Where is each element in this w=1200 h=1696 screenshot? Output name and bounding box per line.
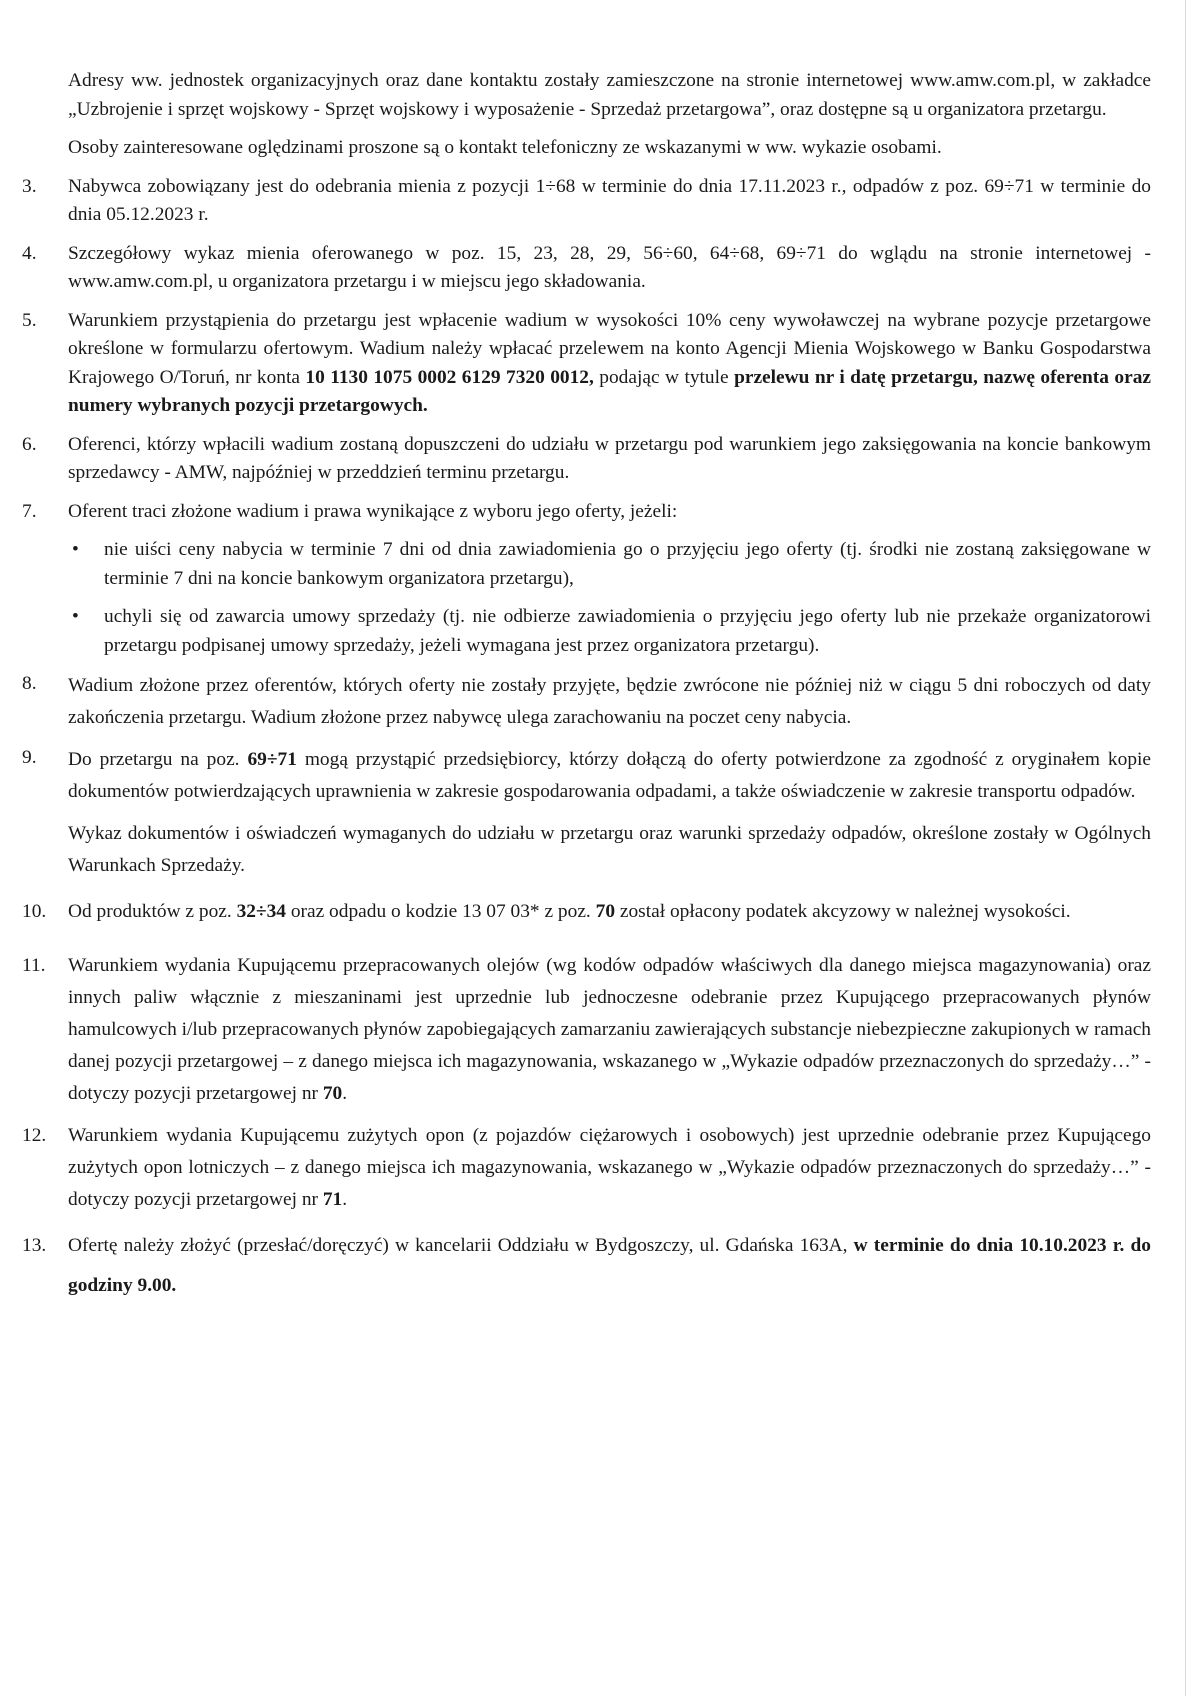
- bullet-icon: •: [72, 606, 79, 627]
- position-range: 69÷71: [247, 749, 297, 770]
- item-text-part: Warunkiem wydania Kupującemu zużytych opon (z pojazdów ciężarowych i osobowych) jest uprzednie odebranie przez Kupującego zużytych opon lotniczych – z danego miejsca ich magazynowania, wskazanego w „Wykazie odpadów przeznaczonych do sprzedaży…” - dotyczy pozycji przetargowej nr: [68, 1125, 1151, 1210]
- item-text: Nabywca zobowiązany jest do odebrania mienia z pozycji 1÷68 w terminie do dnia 17.11.2023 r., odpadów z poz. 69÷71 w terminie do dnia 05.12.2023 r.: [68, 175, 1151, 225]
- item-text: [68, 1226, 1151, 1306]
- position-number: 71: [322, 1189, 343, 1210]
- item-text: [68, 892, 1151, 932]
- bullet-text: nie uiści ceny nabycia w terminie 7 dni od dnia zawiadomienia go o przyjęciu jego oferty (tj. środki nie zostaną zaksięgowane w terminie 7 dni na koncie bankowym organizatora przetargu),: [104, 539, 1151, 589]
- item-text: Oferent traci złożone wadium i prawa wynikające z wyboru jego oferty, jeżeli:: [68, 500, 678, 522]
- item-text-part: oraz odpadu o kodzie 13 07 03* z poz.: [286, 901, 596, 922]
- list-item-9: [22, 744, 1152, 882]
- item-number: 6.: [22, 433, 37, 455]
- item-text: [68, 307, 1151, 421]
- document-body: [22, 67, 1152, 1306]
- list-item-12: [22, 1120, 1151, 1216]
- item-number: 4.: [22, 242, 37, 264]
- item-text-part: mogą przystąpić przedsiębiorcy, którzy dołączą do oferty potwierdzone za zgodność z oryginałem kopie dokumentów potwierdzających uprawnienia w zakresie gospodarowania odpadami, a także oświadczenie w zakresie transportu odpadów.: [68, 749, 1152, 802]
- list-item-3: [22, 173, 1151, 230]
- item-paragraph: Wykaz dokumentów i oświadczeń wymaganych do udziału w przetargu oraz warunki sprzedaży odpadów, określone zostały w Ogólnych Warunkach Sprzedaży.: [68, 823, 1151, 876]
- submission-deadline: w terminie do dnia 10.10.2023 r. do godziny 9.00.: [68, 1235, 1151, 1296]
- bullet-list: [68, 536, 1151, 660]
- list-item-11: [22, 950, 1151, 1110]
- intro-paragraph-inspection: Osoby zainteresowane oględzinami proszone są o kontakt telefoniczny ze wskazanymi w ww. wykazie osobami.: [68, 137, 942, 158]
- item-text-part: Ofertę należy złożyć (przesłać/doręczyć) w kancelarii Oddziału w Bydgoszczy, ul. Gdańska 163A,: [68, 1235, 854, 1256]
- item-number: 11.: [22, 955, 46, 976]
- item-number: 5.: [22, 309, 37, 331]
- item-text-part: Do przetargu na poz.: [68, 749, 248, 770]
- list-item-4: [22, 240, 1151, 297]
- item-number: 9.: [22, 747, 37, 768]
- item-text: [68, 1120, 1151, 1216]
- item-number: 3.: [22, 175, 37, 197]
- bank-account-number: 10 1130 1075 0002 6129 7320 0012,: [305, 366, 594, 388]
- item-text: Szczegółowy wykaz mienia oferowanego w poz. 15, 23, 28, 29, 56÷60, 64÷68, 69÷71 do wglądu na stronie internetowej - www.amw.com.pl, u organizatora przetargu i w miejscu jego składowania.: [68, 242, 1151, 292]
- item-number: 7.: [22, 500, 37, 522]
- item-text: [68, 744, 1151, 808]
- item-number: 13.: [22, 1235, 47, 1256]
- list-item-6: [22, 431, 1151, 488]
- item-text: [68, 950, 1151, 1110]
- scan-edge-line: [1185, 0, 1186, 1696]
- bullet-text: uchyli się od zawarcia umowy sprzedaży (tj. nie odbierze zawiadomienia o przyjęciu jego oferty lub nie przekaże organizatorowi przetargu podpisanej umowy sprzedaży, jeżeli wymagana jest przez organizatora przetargu).: [104, 606, 1151, 656]
- item-text-part: Warunkiem przystąpienia do przetargu jest wpłacenie wadium w wysokości 10% ceny wywoławczej na wybrane pozycje przetargowe określone w formularzu ofertowym. Wadium należy wpłacać przelewem na konto Agencji Mienia Wojskowego w Banku Gospodarstwa Krajowego O/Toruń, nr konta: [68, 309, 1151, 388]
- item-number: 12.: [22, 1125, 47, 1146]
- list-item-7: [22, 498, 1151, 661]
- list-item-10: [22, 892, 1151, 932]
- list-item-5: [22, 307, 1151, 421]
- item-number: 10.: [22, 901, 47, 922]
- bullet-icon: •: [72, 539, 79, 560]
- item-text: Wadium złożone przez oferentów, których oferty nie zostały przyjęte, będzie zwrócone nie później niż w ciągu 5 dni roboczych od daty zakończenia przetargu. Wadium złożone przez nabywcę ulega zarachowaniu na poczet ceny nabycia.: [68, 675, 1151, 728]
- position-range: 32÷34: [236, 901, 286, 922]
- position-number: 70: [595, 901, 616, 922]
- intro-paragraph-addresses: Adresy ww. jednostek organizacyjnych oraz dane kontaktu zostały zamieszczone na stronie internetowej www.amw.com.pl, w zakładce „Uzbrojenie i sprzęt wojskowy - Sprzęt wojskowy i wyposażenie - Sprzedaż przetargowa”, oraz dostępne są u organizatora przetargu.: [68, 70, 1151, 120]
- transfer-title-instructions: przelewu nr i datę przetargu, nazwę oferenta oraz numery wybranych pozycji przetargowych.: [68, 366, 1151, 416]
- item-text-part: podając w tytule: [593, 366, 735, 388]
- item-text-part: .: [342, 1189, 348, 1210]
- item-text: Oferenci, którzy wpłacili wadium zostaną dopuszczeni do udziału w przetargu pod warunkiem jego zaksięgowania na koncie bankowym sprzedawcy - AMW, najpóźniej w przeddzień terminu przetargu.: [68, 433, 1151, 483]
- bullet-item: [68, 603, 1151, 660]
- list-item-8: [22, 670, 1151, 734]
- item-text-part: Od produktów z poz.: [68, 901, 237, 922]
- position-number: 70: [322, 1083, 343, 1104]
- item-text-part: .: [342, 1083, 348, 1104]
- item-number: 8.: [22, 673, 37, 694]
- item-text-part: został opłacony podatek akcyzowy w należnej wysokości.: [615, 901, 1071, 922]
- bullet-item: [68, 536, 1151, 593]
- list-item-13: [22, 1226, 1151, 1306]
- item-text-part: Warunkiem wydania Kupującemu przepracowanych olejów (wg kodów odpadów właściwych dla danego miejsca magazynowania) oraz innych paliw włącznie z mieszaninami jest uprzednie lub jednoczesne odebranie przez Kupującego przepracowanych płynów hamulcowych i/lub przepracowanych płynów zapobiegających zamarzaniu zawierających substancje niebezpieczne zakupionych w ramach danej pozycji przetargowej – z danego miejsca ich magazynowania, wskazanego w „Wykazie odpadów przeznaczonych do sprzedaży…” - dotyczy pozycji przetargowej nr: [68, 955, 1151, 1104]
